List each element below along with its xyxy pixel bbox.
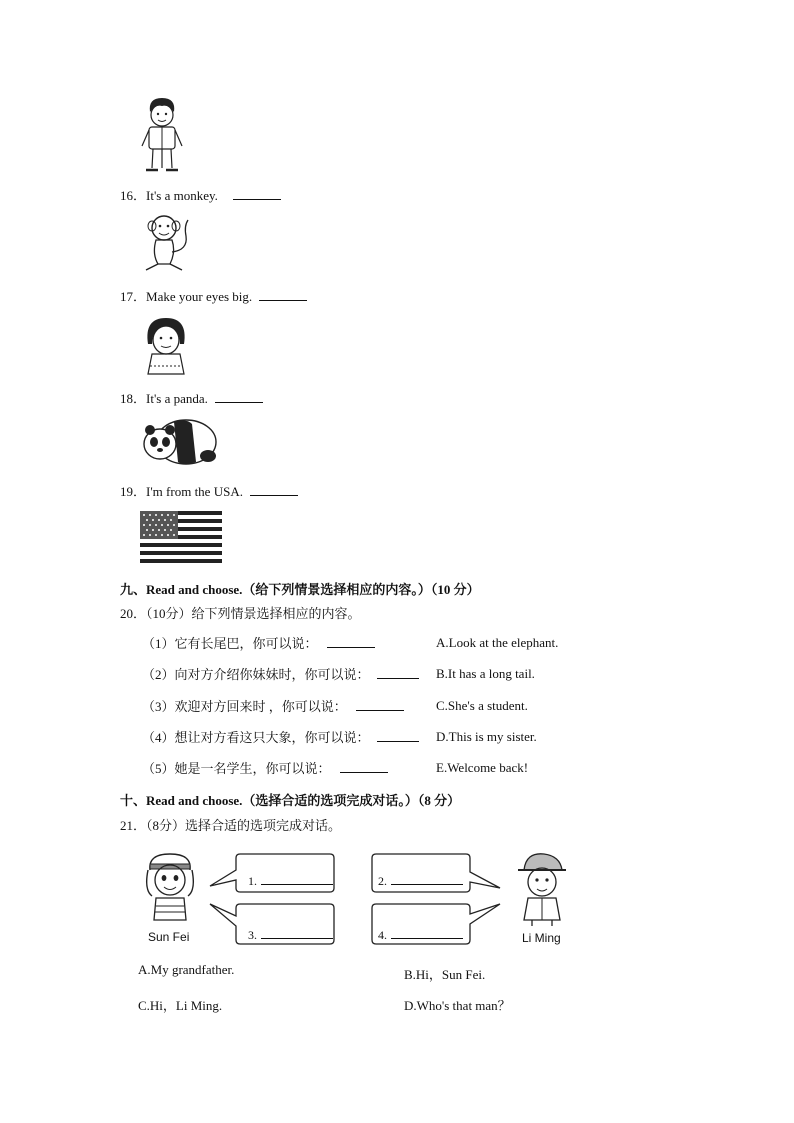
match-prompt: （1）它有长尾巴，你可以说： (142, 636, 318, 651)
match-option-e: E.Welcome back! (436, 760, 529, 775)
question-19 (120, 483, 298, 500)
dialogue-option-b: B.Hi，Sun Fei. (404, 967, 486, 982)
answer-blank[interactable] (327, 635, 375, 648)
dialogue-option-a: A.My grandfather. (138, 962, 235, 977)
match-row-3 (142, 698, 404, 715)
answer-blank[interactable] (261, 928, 333, 939)
bubble-number: 4. (378, 928, 387, 942)
match-row-1 (142, 635, 375, 652)
answer-blank[interactable] (391, 874, 463, 885)
match-option-a: A.Look at the elephant. (436, 635, 559, 650)
sun-fei-picture (140, 850, 200, 922)
answer-blank[interactable] (259, 288, 307, 301)
match-option-c: C.She's a student. (436, 698, 528, 713)
boy-picture (138, 96, 186, 176)
answer-blank[interactable] (340, 760, 388, 773)
answer-blank[interactable] (215, 390, 263, 403)
question-text: Make your eyes big. (146, 289, 253, 304)
question-20: 20．（10分）给下列情景选择相应的内容。 (120, 606, 361, 621)
section-9-heading: 九、Read and choose.（给下列情景选择相应的内容。）（10 分） (120, 582, 480, 597)
girl-picture (140, 314, 194, 378)
bubble-number: 1. (248, 874, 257, 888)
answer-blank[interactable] (391, 928, 463, 939)
match-option-d: D.This is my sister. (436, 729, 537, 744)
bubble-number: 2. (378, 874, 387, 888)
question-number: 19． (120, 484, 147, 499)
match-row-2 (142, 666, 419, 683)
answer-blank[interactable] (377, 666, 419, 679)
question-text: It's a monkey. (146, 188, 218, 203)
match-prompt: （3）欢迎对方回来时 ，你可以说： (142, 699, 347, 714)
panda-picture (140, 416, 220, 468)
question-16 (120, 187, 281, 204)
question-text: I'm from the USA. (146, 484, 243, 499)
question-number: 16． (120, 188, 147, 203)
answer-blank[interactable] (250, 483, 298, 496)
match-row-4 (142, 729, 419, 746)
section-10-heading: 十、Read and choose.（选择合适的选项完成对话。）（8 分） (120, 793, 461, 808)
li-ming-label: Li Ming (522, 931, 561, 945)
match-row-5 (142, 760, 388, 777)
usa-flag-picture (140, 511, 222, 563)
match-prompt: （5）她是一名学生，你可以说： (142, 761, 331, 776)
question-18 (120, 390, 263, 407)
question-number: 18． (120, 391, 147, 406)
bubble-number: 3. (248, 928, 257, 942)
match-option-b: B.It has a long tail. (436, 666, 535, 681)
sun-fei-label: Sun Fei (148, 930, 190, 944)
monkey-picture (140, 212, 192, 274)
question-17 (120, 288, 307, 305)
li-ming-picture (512, 850, 572, 926)
bubble-2[interactable] (378, 874, 463, 889)
bubble-1[interactable] (248, 874, 333, 889)
dialogue-option-c: C.Hi，Li Ming. (138, 998, 223, 1013)
answer-blank[interactable] (356, 698, 404, 711)
bubble-3[interactable] (248, 928, 333, 943)
answer-blank[interactable] (233, 187, 281, 200)
question-21: 21．（8分）选择合适的选项完成对话。 (120, 818, 342, 833)
answer-blank[interactable] (261, 874, 333, 885)
match-prompt: （4）想让对方看这只大象，你可以说： (142, 730, 370, 745)
question-number: 17． (120, 289, 147, 304)
dialogue-option-d: D.Who's that man？ (404, 998, 511, 1013)
match-prompt: （2）向对方介绍你妹妹时，你可以说： (142, 667, 370, 682)
answer-blank[interactable] (377, 729, 419, 742)
bubble-4[interactable] (378, 928, 463, 943)
question-text: It's a panda. (146, 391, 208, 406)
